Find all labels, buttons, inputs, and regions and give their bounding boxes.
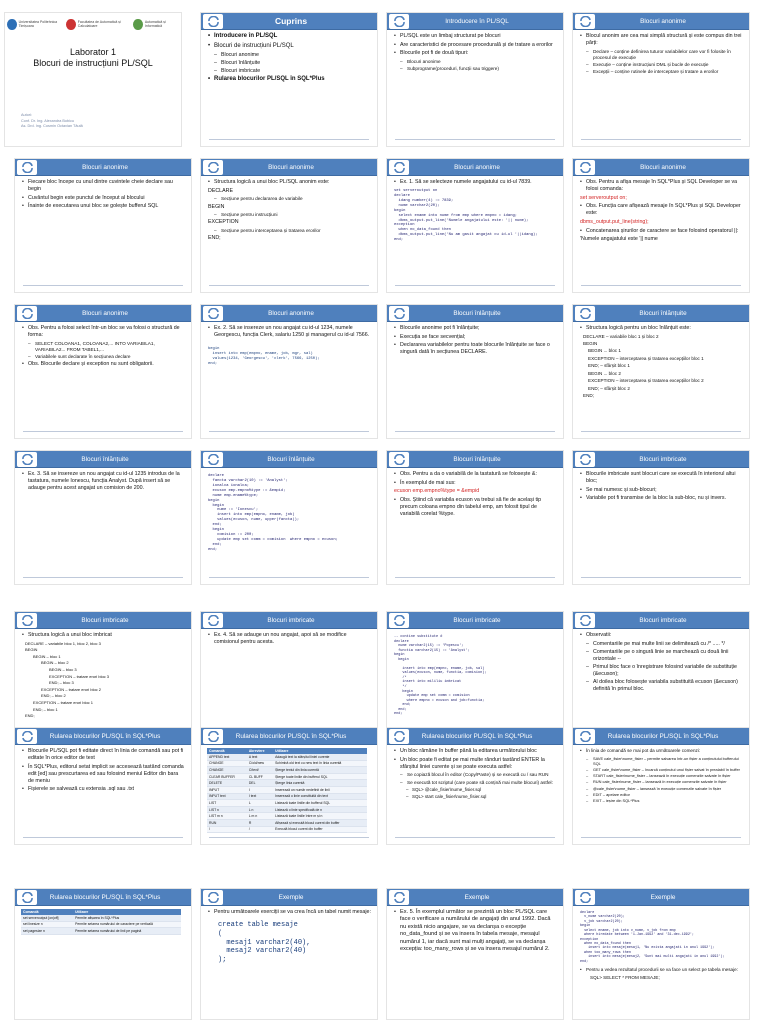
- slide-anon-7: Blocuri anonime • Ex. 2. Să se insereze un nou angajat cu id-ul 1234, numele Georgescu, funcția Clerk, salariu 1250 și managerul cu id-ul 7566. begin insert into emp(empno, ename, job, mgr, sal) values(1234, 'Georgescu', 'clerk', 7566, 1250); end;: [200, 304, 378, 439]
- slide-title: Introducere în PL/SQL: [445, 17, 509, 25]
- slide-inl-3: Blocuri înlănțuite • Ex. 3. Să se insereze un nou angajat cu id-ul 1235 introdus de la tastatura, numele Ionescu, funcția Analyst. După insert să se adauge pentru acest angajat un comision de 200.: [14, 450, 192, 585]
- slide-anon-6: Blocuri anonime • Obs. Pentru a folosi select într-un bloc se va folosi o structură de forma: – SELECT COLOANA1, COLOANA2,... INTO VARIABILA1, VARIABILA2... FROM TABEL1,... – Variabilele sunt declarate în secțiunea declare • Obs. Blocurile declare și exception nu sunt obligatorii.: [14, 304, 192, 439]
- code-block: create table mesaje ( mesaj1 varchar2(40), mesaj2 varchar2(40) );: [218, 921, 311, 965]
- code-block: declare v_nume varchar2(20); v_job varchar2(20); begin select ename, job into v_nume, v_job from emp where hiredate between '1-Jan-1992' and '31-dec-1992'; exception when no_data_found then insert into mesaje(mesaj1, 'Nu exista angajati in anul 1992'); when too_many_rows then insert into mesaje(mesaj2, 'Sunt mai multi angajati in anul 1992'); end;: [580, 911, 725, 964]
- slide-title: Rularea blocurilor PL/SQL în SQL*Plus: [49, 732, 161, 740]
- table-row: RUN R Afișează și execută blocul curent din buffer: [207, 819, 367, 826]
- refresh-logo-icon: [389, 890, 409, 905]
- refresh-logo-icon: [575, 890, 595, 905]
- slide-title: Cuprins: [274, 16, 308, 26]
- slide-imb-3: Blocuri imbricate • Ex. 4. Să se adauge un nou angajat, apoi să se modifice comisionul pentru acesta.: [200, 611, 378, 746]
- slide-title: Exemple: [278, 893, 304, 901]
- table-row: / / Execută blocul curent din buffer: [207, 826, 367, 833]
- refresh-logo-icon: [575, 613, 595, 628]
- slide-ex-1: Exemple • Pentru următoarele exerciții se va crea încă un tabel numit mesaje: create table mesaje ( mesaj1 varchar2(40), mesaj2 varchar2(40) );: [200, 888, 378, 1020]
- refresh-logo-icon: [575, 14, 595, 29]
- slide-title: Blocuri imbricate: [639, 616, 687, 624]
- structure-lines: DECLARE – variabile bloc 1 și bloc 2 BEGIN BEGIN ... bloc 1 EXCEPTION – interceptarea și tratarea excepțiilor bloc 1 END; – sfârșit bloc 1 BEGIN ... bloc 2 EXCEPTION – interceptarea și tratarea excepțiilor bloc 2 END; – sfârșit bloc 2 END;: [583, 333, 704, 398]
- refresh-logo-icon: [17, 452, 37, 467]
- slide-title: Blocuri imbricate: [81, 616, 129, 624]
- refresh-logo-icon: [203, 890, 223, 905]
- refresh-logo-icon: [389, 306, 409, 321]
- slide-rul-1: Rularea blocurilor PL/SQL în SQL*Plus • Blocurile PL/SQL pot fi editate direct în linia de comandă sau pot fi editate în orice editor de text • În SQL*Plus, editorul setat implicit se accesează tastând comanda edit [ed] sau prescurtarea ed sau folosind meniul Editor din bara de meniu • Fișierele se salvează cu extensia .sql sau .txt: [14, 727, 192, 845]
- commands-table: Comandă Abreviere Utilizare APPEND text A text Adaugă text la sfârșitul liniei curente CHANGE C/old/new Schimbă old text cu new text în linia curentă CHANGE C/text/ Șterge textul din linia curentă CLEAR BUFFER CL BUFF Șterge toate liniile din bufferul SQL DELETE DEL Șterge linia curentă INPUT I Inserează un număr nedefinit de linii INPUT text I text Inserează o linie constituită din text LIST L Listează toate liniile din bufferul SQL LIST n L n Listează o linie specificată de n LIST m n L m n Listează toate liniile între m și n RUN R Afișează și execută blocul curent din buffer / / Execută blocul curent din buffer: [207, 748, 367, 833]
- refresh-logo-icon: [203, 613, 223, 628]
- table-row: LIST L Listează toate liniile din bufferul SQL: [207, 800, 367, 807]
- faculty-logo: Facultatea de Automatică și Calculatoare: [66, 19, 133, 30]
- table-row: LIST m n L m n Listează toate liniile între m și n: [207, 813, 367, 820]
- slide-title: Blocuri imbricate: [267, 616, 315, 624]
- slide-inl-1: Blocuri înlănțuite • Blocurile anonime pot fi înlănțuite; • Execuția se face secvențial; • Declararea variabilelor pentru toate blocurile înlănțuite se face o singură dată în secțiunea DECLARE.: [386, 304, 564, 439]
- logo-strip: [7, 15, 179, 33]
- refresh-logo-icon: [203, 306, 223, 321]
- slide-cuprins: Cuprins • Introducere în PL/SQL • Blocuri de instrucțiuni PL/SQL – Blocuri anonime – Blocuri înlănțuite – Blocuri imbricate • Rularea blocurilor PL/SQL în SQL*Plus: [200, 12, 378, 147]
- slide-title: Rularea blocurilor PL/SQL în SQL*Plus: [421, 732, 533, 740]
- slide-title: Exemple: [650, 893, 676, 901]
- slide-title: Rularea blocurilor PL/SQL în SQL*Plus: [235, 732, 347, 740]
- refresh-logo-icon: [575, 452, 595, 467]
- slide-title: Blocuri înlănțuite: [453, 309, 501, 317]
- refresh-logo-icon: [17, 729, 37, 744]
- slide-imb-4: [386, 611, 564, 746]
- slide-title: Blocuri anonime: [268, 163, 314, 171]
- code-block: begin insert into emp(empno, ename, job, mgr, sal) values(1234, 'Georgescu', 'clerk', 7566, 1250); end;: [208, 347, 320, 366]
- refresh-logo-icon: [17, 306, 37, 321]
- refresh-logo-icon: [389, 613, 409, 628]
- table-row: set linesize n Permite setarea numărului de caractere pe verticală: [21, 921, 181, 928]
- refresh-logo-icon: [203, 160, 223, 175]
- table-row: set serveroutput [on|off] Permite afișarea în SQL*Plus: [21, 915, 181, 921]
- slide-title: Blocuri anonime: [640, 163, 686, 171]
- refresh-logo-icon: [389, 14, 409, 29]
- code-block: -- contine substitute # declare nume varchar2(15) := 'Popescu'; functia varchar2(15) := 'Analyst'; begin begin insert into emp(empno, ename, job, sal) values(ecuson, nume, functia, comision); /* insert into mililiu imbricat */ begin update emp set comm = comision where empno = ecuson and job=functia; end; end; end;: [394, 635, 487, 717]
- slide-inl-4: [200, 450, 378, 585]
- refresh-logo-icon: [389, 729, 409, 744]
- authors: Autori: Conf. Dr. Ing. Alexandra Bobicu As. Drd. Ing. Cosmin Octavian Tăută: [21, 113, 83, 129]
- slide-title: [4, 12, 182, 147]
- refresh-logo-icon: [575, 729, 595, 744]
- slide-title: Blocuri anonime: [454, 163, 500, 171]
- slide-title: Blocuri înlănțuite: [81, 455, 129, 463]
- slide-title: Blocuri anonime: [268, 309, 314, 317]
- university-logo: Universitatea Politehnica Timișoara: [7, 19, 66, 30]
- slide-imb-2: Blocuri imbricate • Structura logică a unui bloc imbricat DECLARE – variabile bloc 1, bloc 2, bloc 3 BEGIN BEGIN – bloc 1 BEGIN – bloc 2 BEGIN – bloc 3 EXCEPTION – tratare erori bloc 3 END; – bloc 3 EXCEPTION – tratare erori bloc 2 END; – bloc 2 EXCEPTION – tratare erori bloc 1 END; – bloc 1 END;: [14, 611, 192, 746]
- slide-anon-4: Blocuri anonime • Ex. 1. Să se selecteze numele angajatului cu id-ul 7839. set serveroutput on declare idang number(4) := 7839; nume varchar2(20); begin select ename into nume from emp where empno = idang; dbms_output.put_line('Numele angajatului este: '|| nume); exception when no_data_found then dbms_output.put_line('Nu am gasit angajat cu id-ul '||idang); end;: [386, 158, 564, 293]
- structure-lines: DECLARE – variabile bloc 1, bloc 2, bloc 3 BEGIN BEGIN – bloc 1 BEGIN – bloc 2 BEGIN – bloc 3 EXCEPTION – tratare erori bloc 3 END; – bloc 3 EXCEPTION – tratare erori bloc 2 END; – bloc 2 EXCEPTION – tratare erori bloc 1 END; – bloc 1 END;: [25, 640, 110, 719]
- refresh-logo-icon: [203, 14, 223, 29]
- slide-inl-5: Blocuri înlănțuite • Obs. Pentru a da o variabilă de la tastatură se folosește &: • În exemplul de mai sus: ecuson emp.empno%type = &empid • Obs. Știind că variabila ecuson va trebui să fie de același tip precum coloana empno din tabelul emp, am folosit tipul de variabilă corelat %type.: [386, 450, 564, 585]
- refresh-logo-icon: [389, 160, 409, 175]
- lab-title: Laborator 1: [69, 47, 117, 57]
- refresh-logo-icon: [17, 160, 37, 175]
- table-row: DELETE DEL Șterge linia curentă: [207, 780, 367, 787]
- refresh-logo-icon: [575, 306, 595, 321]
- slide-title: Blocuri anonime: [82, 163, 128, 171]
- slide-rul-5: [14, 888, 192, 1020]
- slide-anon-1: Blocuri anonime • Blocul anonim are cea mai simplă structură și este compus din trei părți: – Declare – conține definirea tuturor variabilelor care vor fi folosite în procesul de execuție – Execuție – conține instrucțiuni DML și bucle de execuție – Excepții – conține rutinele de interceptare și tratare a erorilor: [572, 12, 750, 147]
- slide-title: Rularea blocurilor PL/SQL în SQL*Plus: [49, 893, 161, 901]
- slide-inl-2: Blocuri înlănțuite • Structura logică pentru un bloc înlănțuit este: DECLARE – variabile bloc 1 și bloc 2 BEGIN BEGIN ... bloc 1 EXCEPTION – interceptarea și tratarea excepțiilor bloc 1 END; – sfârșit bloc 1 BEGIN ... bloc 2 EXCEPTION – interceptarea și tratarea excepțiilor bloc 2 END; – sfârșit bloc 2 END;: [572, 304, 750, 439]
- table-row: set pagesize n Permite setarea numărului de linii pe pagină: [21, 928, 181, 935]
- table-row: CLEAR BUFFER CL BUFF Șterge toate liniile din bufferul SQL: [207, 773, 367, 780]
- refresh-logo-icon: [17, 890, 37, 905]
- table-row: INPUT text I text Inserează o linie constituită din text: [207, 793, 367, 800]
- slide-imb-1: Blocuri imbricate • Blocurile imbricate sunt blocuri care se execută în interiorul altui bloc; • Se mai numesc și sub-blocuri; • Variabile pot fi transmise de la bloc la sub-bloc, nu și invers.: [572, 450, 750, 585]
- slide-rul-2: [200, 727, 378, 845]
- lab-subtitle: Blocuri de instrucțiuni PL/SQL: [33, 58, 153, 68]
- slide-anon-5: Blocuri anonime • Obs. Pentru a afișa mesaje în SQL*Plus și SQL Developer se va folosi comanda: set serveroutput on; • Obs. Funcția care afișează mesaje în SQL*Plus și SQL Developer este: dbms_output.put_line(string); • Concatenarea șirurilor de caractere se face folosind operatorul ||: 'Numele angajatului este '|| nume: [572, 158, 750, 293]
- refresh-logo-icon: [17, 613, 37, 628]
- refresh-logo-icon: [575, 160, 595, 175]
- slide-anon-2: Blocuri anonime • Fiecare bloc începe cu unul dintre cuvintele cheie declare sau begin • Cuvântul begin este punctul de început al blocului • Înainte de executarea unui bloc se golește bufferul SQL: [14, 158, 192, 293]
- table-row: APPEND text A text Adaugă text la sfârșitul liniei curente: [207, 754, 367, 760]
- slide-title: Rularea blocurilor PL/SQL în SQL*Plus: [607, 732, 719, 740]
- slide-ex-3: Exemple declare v_nume varchar2(20); v_job varchar2(20); begin select ename, job into v_nume, v_job from emp where hiredate between '1-Jan-1992' and '31-dec-1992'; exception when no_data_found then insert into mesaje(mesaj1, 'Nu exista angajati in anul 1992'); when too_many_rows then insert into mesaje(mesaj2, 'Sunt mai multi angajati in anul 1992'); end; • Pentru a vedea rezultatul procedurii se va face un select pe tabela mesaje: SQL> SELECT * FROM MESAJE;: [572, 888, 750, 1020]
- slide-intro: Introducere în PL/SQL • PL/SQL este un limbaj structurat pe blocuri • Are caracteristici de procesare procedurală și de tratare a erorilor • Blocurile pot fi de două tipuri: – Blocuri anonime – Subprograme(proceduri, funcții sau triggere): [386, 12, 564, 147]
- slide-title: Blocuri înlănțuite: [453, 455, 501, 463]
- slide-title: Blocuri anonime: [640, 17, 686, 25]
- slide-ex-2: Exemple • Ex. 5. În exemplul următor se prezintă un bloc PL/SQL care face o verificare a numărului de angajați din anul 1992. Dacă nu există nicio angajare, se va declanșa o excepție no_data_found și se va insera în tabela mesaje, mesajul numărul 1, iar dacă sunt mai mulți angajați, se va declanșa excepția: too_many_rows și se va insera mesajul numărul 2.: [386, 888, 564, 1020]
- code-block: declare fancta varchar2(10) := 'Analyst'; ionalca ionalca; ecuson emp.empno%type := &empid; nume emp.ename%type; begin begin nume := 'Ionescu'; insert into emp(empno, ename, job) values(ecuson, nume, upper(fancta)); end; begin comision := 200; update emp set comm = comision where empno = ecuson; end; end;: [208, 474, 338, 552]
- slide-title: Blocuri înlănțuite: [267, 455, 315, 463]
- slide-anon-3: Blocuri anonime • Structura logică a unui bloc PL/SQL anonim este: DECLARE – Secțiune pentru declararea de variabile BEGIN – Secțiune pentru instrucțiuni EXCEPTION – Secțiune pentru interceptarea și tratarea erorilor END;: [200, 158, 378, 293]
- slide-title: Blocuri anonime: [82, 309, 128, 317]
- department-logo: Automatică și Informatică: [133, 19, 179, 30]
- refresh-logo-icon: [389, 452, 409, 467]
- table-row: CHANGE C/old/new Schimbă old text cu new text în linia curentă: [207, 760, 367, 767]
- slide-rul-4: Rularea blocurilor PL/SQL în SQL*Plus • În linia de comandă se mai pot da următoarele comenzi: – SAVE cale_fisier\nume_fisier – permite salvarea într-un fișier a conținutului bufferului SQL – GET cale_fisier\nume_fisier – încarcă conținutul unui fișier salvat în prealabil în buffer – START cale_fisier\nume_fisier – lansează în execuție comenzile salvate în fișier – RUN cale_fisier\nume_fisier – lansează în execuție comenzile salvate în fișier – @cale_fisier\nume_fisier – lansează în execuție comenzile salvate în fișier – EDIT – apelare editor – EXIT – ieșire din SQL*Plus: [572, 727, 750, 845]
- table-row: INPUT I Inserează un număr nedefinit de linii: [207, 786, 367, 793]
- code-block: set serveroutput on declare idang number(4) := 7839; nume varchar2(20); begin select ename into nume from emp where empno = idang; dbms_output.put_line('Numele angajatului este: '|| nume); exception when no_data_found then dbms_output.put_line('Nu am gasit angajat cu id-ul '||idang); end;: [394, 189, 538, 243]
- settings-table: Comandă Utilizare set serveroutput [on|off] Permite afișarea în SQL*Plus set linesize n Permite setarea numărului de caractere pe verticală set pagesize n Permite setarea numărului de linii pe pagină: [21, 909, 181, 935]
- table-row: CHANGE C/text/ Șterge textul din linia curentă: [207, 767, 367, 774]
- table-row: LIST n L n Listează o linie specificată de n: [207, 806, 367, 813]
- refresh-logo-icon: [203, 729, 223, 744]
- slide-rul-3: Rularea blocurilor PL/SQL în SQL*Plus • Un bloc rămâne în buffer până la editarea următorului bloc • Un bloc poate fi editat pe mai multe rânduri tastând ENTER la sfârșitul liniei curente și se poate executa astfel: – Se copiază blocul în editor (Copy/Paste) și se execută cu / sau RUN – Se execută tot scriptul (care poate să conțină mai multe blocuri) astfel: – SQL> @cale_fisier\nume_fisier.sql – SQL> start cale_fisier\nume_fisier.sql: [386, 727, 564, 845]
- slide-title: Blocuri înlănțuite: [639, 309, 687, 317]
- slide-title: Blocuri imbricate: [639, 455, 687, 463]
- slide-imb-5: Blocuri imbricate • Observatii: – Comentariile pe mai multe linii se delimitează cu /* ..... */ – Comentariile pe o singură linie se marchează cu două linii orizontale -- – Primul bloc face o înregistrare folosind variabile de substituție (&ecuson); – Al doilea bloc folosește variabila substituită ecuson (&ecuson) definită în primul bloc.: [572, 611, 750, 746]
- slide-title: Exemple: [464, 893, 490, 901]
- refresh-logo-icon: [203, 452, 223, 467]
- slide-title: Blocuri imbricate: [453, 616, 501, 624]
